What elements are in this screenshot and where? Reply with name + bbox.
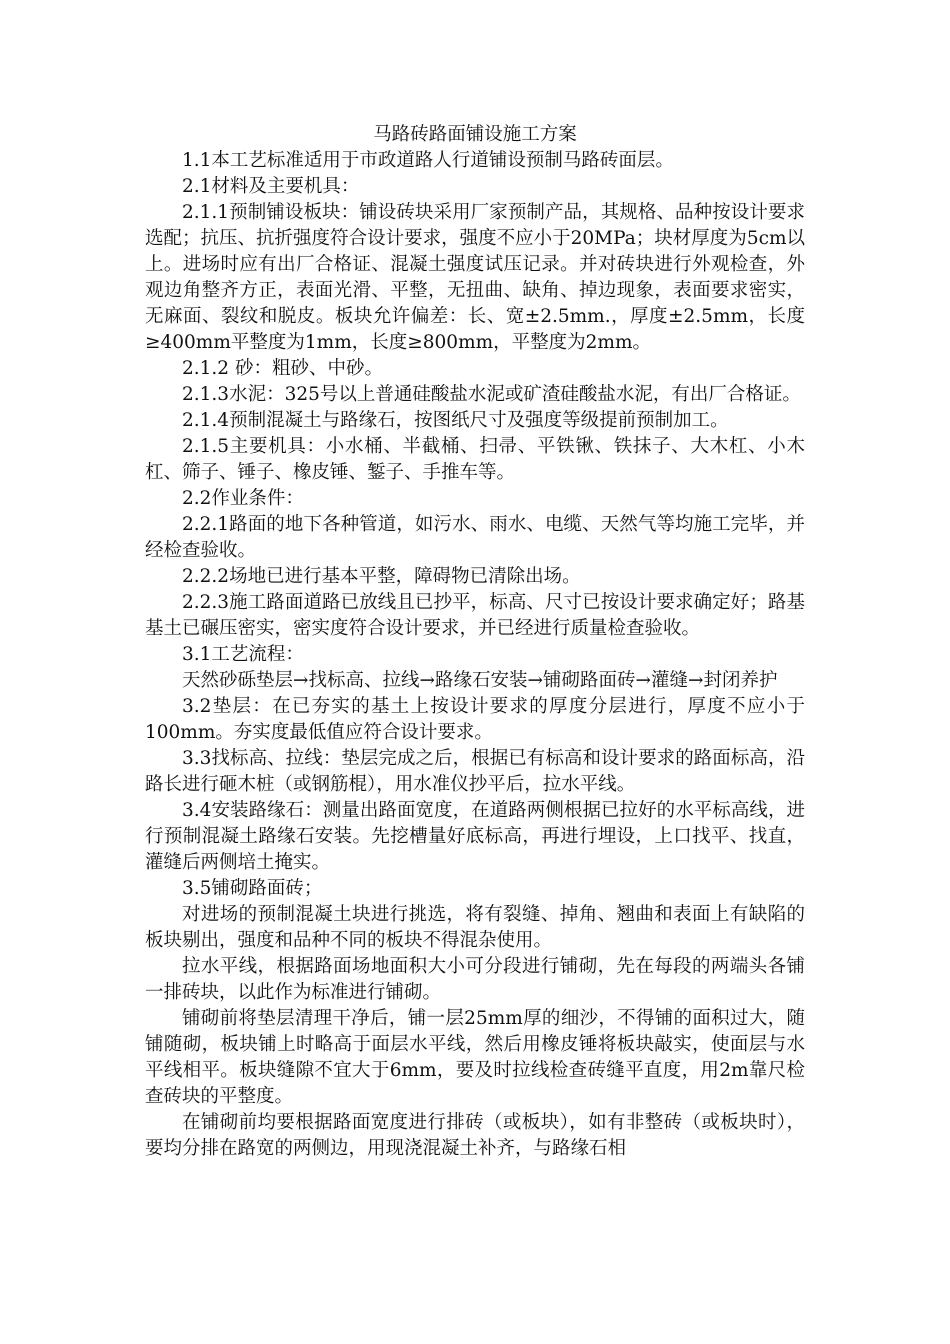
paragraph-3-5: 3.5铺砌路面砖；	[182, 878, 323, 899]
paragraph-layout: 在铺砌前均要根据路面宽度进行排砖（或板块），如有非整砖（或板块时），要均分排在路宽的两侧边，用现浇混凝土补齐，与路缘石相	[145, 1112, 805, 1159]
paragraph-level-line: 拉水平线，根据路面场地面积大小可分段进行铺砌，先在每段的两端头各铺一排砖块，以此作为标准进行铺砌。	[145, 956, 805, 1003]
paragraph-1-1: 1.1本工艺标准适用于市政道路人行道铺设预制马路砖面层。	[182, 150, 674, 171]
paragraph-2-2-3: 2.2.3施工路面道路已放线且已抄平，标高、尺寸已按设计要求确定好；路基基土已碾压密实，密实度符合设计要求，并已经进行质量检查验收。	[145, 592, 805, 639]
paragraph-2-1: 2.1材料及主要机具：	[182, 176, 360, 197]
paragraph-2-2: 2.2作业条件：	[182, 488, 304, 509]
paragraph-2-1-1: 2.1.1预制铺设板块：铺设砖块采用厂家预制产品，其规格、品种按设计要求选配；抗压、抗折强度符合设计要求，强度不应小于20MPa；块材厚度为5cm以上。进场时应有出厂合格证、混凝土强度试压记录。并对砖块进行外观检查，外观边角整齐方正，表面光滑、平整，无扭曲、缺角、掉边现象，表面要求密实，无麻面、裂纹和脱皮。板块允许偏差：长、宽±2.5mm.，厚度±2.5mm，长度≥400mm平整度为1mm，长度≥800mm，平整度为2mm。	[145, 202, 805, 353]
paragraph-2-1-2: 2.1.2 砂：粗砂、中砂。	[182, 358, 383, 379]
paragraph-2-2-1: 2.2.1路面的地下各种管道，如污水、雨水、电缆、天然气等均施工完毕，并经检查验收。	[145, 514, 805, 561]
document-title: 马路砖路面铺设施工方案	[373, 124, 577, 145]
paragraph-2-2-2: 2.2.2场地已进行基本平整，障碍物已清除出场。	[182, 566, 581, 587]
paragraph-2-1-5: 2.1.5主要机具：小水桶、半截桶、扫帚、平铁锹、铁抹子、大木杠、小木杠、筛子、锤子、橡皮锤、錾子、手推车等。	[145, 436, 805, 483]
paragraph-process-flow: 天然砂砾垫层→找标高、拉线→路缘石安装→铺砌路面砖→灌缝→封闭养护	[182, 670, 778, 691]
paragraph-2-1-3: 2.1.3水泥：325号以上普通硅酸盐水泥或矿渣硅酸盐水泥，有出厂合格证。	[182, 384, 801, 405]
paragraph-3-3: 3.3找标高、拉线：垫层完成之后，根据已有标高和设计要求的路面标高，沿路长进行砸木桩（或钢筋棍），用水准仪抄平后，拉水平线。	[145, 748, 805, 795]
paragraph-2-1-4: 2.1.4预制混凝土与路缘石，按图纸尺寸及强度等级提前预制加工。	[182, 410, 729, 431]
document-body	[145, 122, 805, 1162]
paragraph-3-1: 3.1工艺流程：	[182, 644, 304, 665]
paragraph-block-selection: 对进场的预制混凝土块进行挑选，将有裂缝、掉角、翘曲和表面上有缺陷的板块剔出，强度和品种不同的板块不得混杂使用。	[145, 904, 805, 951]
paragraph-3-2: 3.2垫层：在已夯实的基土上按设计要求的厚度分层进行，厚度不应小于100mm。夯实度最低值应符合设计要求。	[145, 696, 805, 743]
paragraph-bedding: 铺砌前将垫层清理干净后，铺一层25mm厚的细沙，不得铺的面积过大，随铺随砌，板块铺上时略高于面层水平线，然后用橡皮锤将板块敲实，使面层与水平线相平。板块缝隙不宜大于6mm，要及时拉线检查砖缝平直度，用2m靠尺检查砖块的平整度。	[145, 1008, 805, 1107]
paragraph-3-4: 3.4安装路缘石：测量出路面宽度，在道路两侧根据已拉好的水平标高线，进行预制混凝土路缘石安装。先挖槽量好底标高，再进行埋设，上口找平、找直，灌缝后两侧培土掩实。	[145, 800, 805, 873]
